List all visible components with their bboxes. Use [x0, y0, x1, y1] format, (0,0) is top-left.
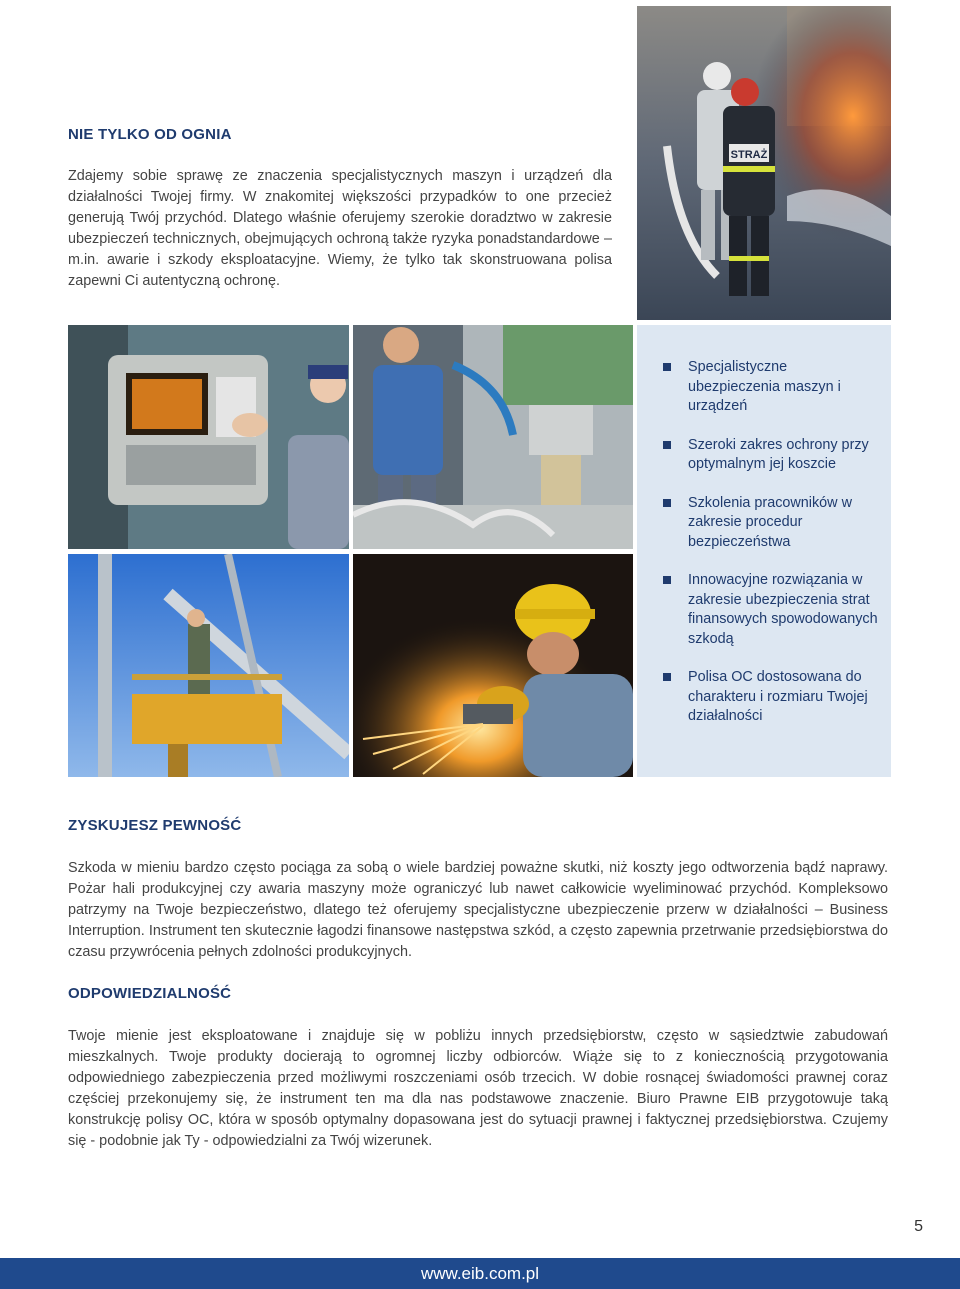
- benefit-item: [663, 436, 883, 475]
- section-body-liability: Twoje mienie jest eksploatowane i znajduje się w pobliżu innych przedsiębiorstw, często w sąsiedztwie zabudowań mieszkalnych. Twoje produkty docierają to ogromnej liczby odbiorców. Wiąże się to z koniecznością przygotowania odpowiedniego zabezpieczenia przed możliwymi roszczeniami osób trzecich. W dobie rosnącej świadomości prawnej coraz częściej przekonujemy się, że instrument ten ma dla nas podstawowe znaczenie. Biuro Prawne EIB przygotowuje taką konstrukcję polisy OC, która w sposób optymalny dopasowana jest do sytuacji prawnej i faktycznej przedsiębiorstwa. Czujemy się - podobnie jak Ty - odpowiedzialni za Twój wizerunek.: [68, 1028, 888, 1149]
- page-number: 5: [914, 1218, 923, 1235]
- aerial-platform-photo: [68, 554, 349, 777]
- footer-bar: [0, 1258, 960, 1289]
- benefits-list: [663, 358, 883, 746]
- square-bullet-icon: [663, 576, 671, 584]
- benefit-item: [663, 571, 883, 649]
- benefit-text: Polisa OC dostosowana do charakteru i rozmiaru Twojej działalności: [688, 669, 868, 724]
- square-bullet-icon: [663, 673, 671, 681]
- benefit-text: Innowacyjne rozwiązania w zakresie ubezpieczenia strat finansowych spowodowanych szkodą: [688, 572, 878, 647]
- benefit-text: Szeroki zakres ochrony przy optymalnym jej koszcie: [688, 436, 869, 472]
- grinding-worker-photo: [353, 554, 633, 777]
- benefit-item: [663, 494, 883, 553]
- benefit-text: Specjalistyczne ubezpieczenia maszyn i urządzeń: [688, 359, 841, 414]
- benefits-panel: [637, 325, 891, 777]
- control-panel-photo: [68, 325, 349, 549]
- section-heading-liability: ODPOWIEDZIALNOŚĆ: [68, 985, 232, 1002]
- square-bullet-icon: [663, 363, 671, 371]
- section-heading-certainty: ZYSKUJESZ PEWNOŚĆ: [68, 817, 242, 834]
- section-heading-fire: NIE TYLKO OD OGNIA: [68, 126, 232, 143]
- footer-url-link[interactable]: www.eib.com.pl: [420, 1264, 540, 1283]
- benefit-item: [663, 358, 883, 417]
- firefighter-label: STRAŻ: [730, 149, 768, 161]
- milling-machine-photo: [353, 325, 633, 549]
- section-body-fire: Zdajemy sobie sprawę ze znaczenia specjalistycznych maszyn i urządzeń dla działalności Twojej firmy. W znakomitej większości przypadków to one przecież generują Twój przychód. Dlatego właśnie oferujemy szerokie doradztwo w zakresie ubezpieczeń technicznych, obejmujących ochroną także ryzyka ponadstandardowe – m.in. awarie i szkody eksploatacyjne. Wiemy, że tylko tak skonstruowana polisa zapewni Ci autentyczną ochronę.: [68, 168, 612, 289]
- square-bullet-icon: [663, 441, 671, 449]
- benefit-item: [663, 668, 883, 727]
- benefit-text: Szkolenia pracowników w zakresie procedur bezpieczeństwa: [688, 494, 852, 550]
- section-body-certainty: Szkoda w mieniu bardzo często pociąga za sobą o wiele bardziej poważne skutki, niż koszty jego odtworzenia bądź naprawy. Pożar hali produkcyjnej czy awaria maszyny może ograniczyć lub nawet całkowicie wyeliminować przychód. Kompleksowo patrzymy na Twoje bezpieczeństwo, dlatego też oferujemy specjalistyczne ubezpieczenie przerw w działalności – Business Interruption. Instrument ten skutecznie łagodzi finansowe następstwa szkód, a często zapewnia przetrwanie przedsiębiorstwa do czasu przywrócenia pełnych zdolności produkcyjnych.: [68, 860, 888, 960]
- square-bullet-icon: [663, 499, 671, 507]
- firefighter-photo: [637, 6, 891, 320]
